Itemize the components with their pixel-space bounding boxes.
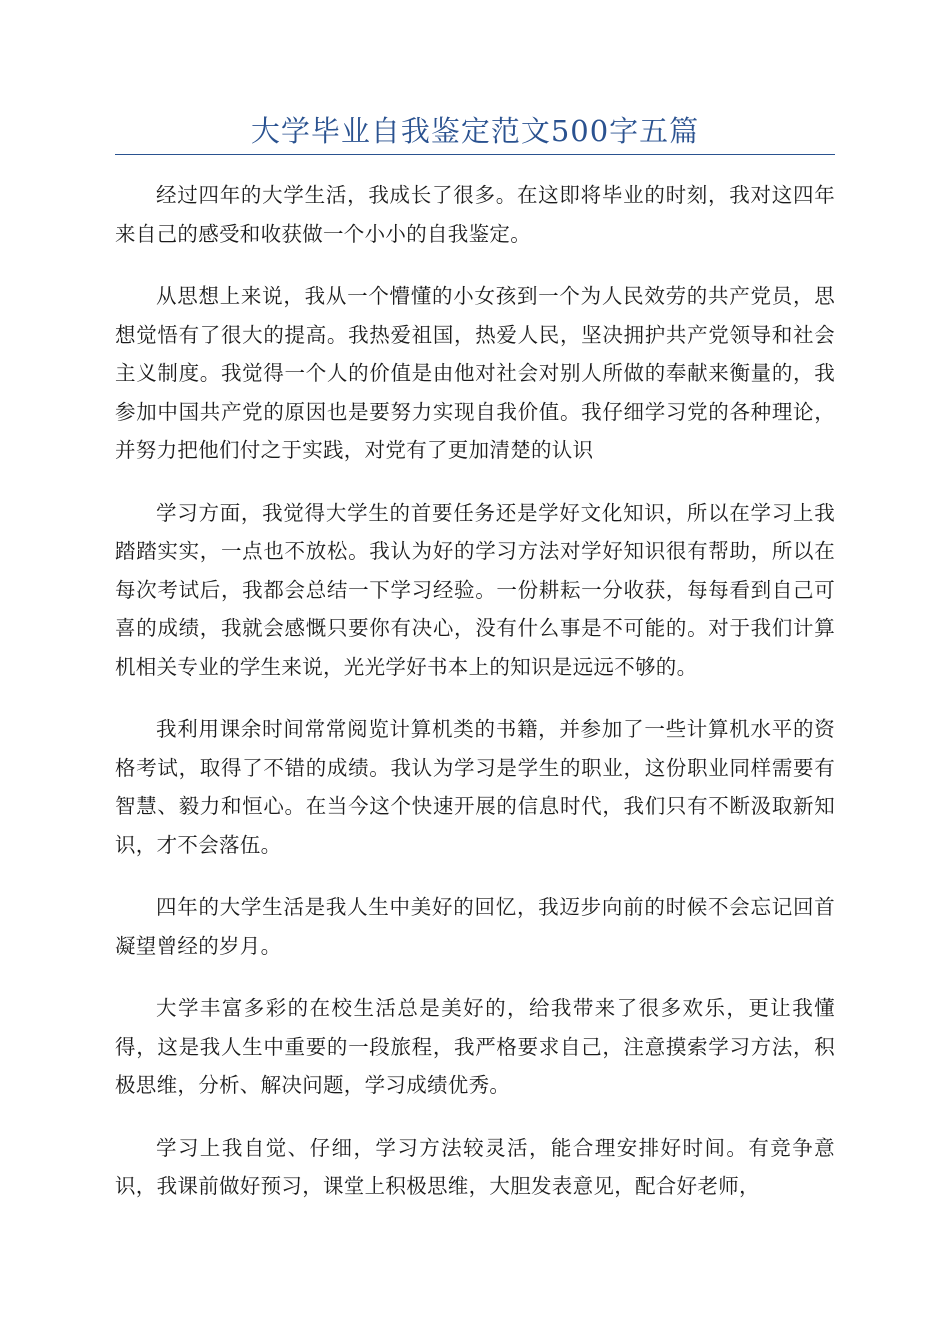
- paragraph-5: 四年的大学生活是我人生中美好的回忆，我迈步向前的时候不会忘记回首凝望曾经的岁月。: [115, 895, 835, 958]
- paragraph-4: 我利用课余时间常常阅览计算机类的书籍，并参加了一些计算机水平的资格考试，取得了不错的成绩。我认为学习是学生的职业，这份职业同样需要有智慧、毅力和恒心。在当今这个快速开展的信息时代，我们只有不断汲取新知识，才不会落伍。: [115, 717, 835, 857]
- paragraph-6: 大学丰富多彩的在校生活总是美好的，给我带来了很多欢乐，更让我懂得，这是我人生中重要的一段旅程，我严格要求自己，注意摸索学习方法，积极思维，分析、解决问题，学习成绩优秀。: [115, 996, 835, 1097]
- paragraph-2: 从思想上来说，我从一个懵懂的小女孩到一个为人民效劳的共产党员，思想觉悟有了很大的提高。我热爱祖国，热爱人民，坚决拥护共产党领导和社会主义制度。我觉得一个人的价值是由他对社会对别人所做的奉献来衡量的，我参加中国共产党的原因也是要努力实现自我价值。我仔细学习党的各种理论，并努力把他们付之于实践，对党有了更加清楚的认识: [115, 284, 835, 462]
- paragraph-3: 学习方面，我觉得大学生的首要任务还是学好文化知识，所以在学习上我踏踏实实，一点也不放松。我认为好的学习方法对学好知识很有帮助，所以在每次考试后，我都会总结一下学习经验。一份耕耘一分收获，每每看到自己可喜的成绩，我就会感慨只要你有决心，没有什么事是不可能的。对于我们计算机相关专业的学生来说，光光学好书本上的知识是远远不够的。: [115, 500, 835, 679]
- document-body: [115, 176, 835, 1230]
- document-title: 大学毕业自我鉴定范文500字五篇: [250, 114, 700, 148]
- paragraph-7: 学习上我自觉、仔细，学习方法较灵活，能合理安排好时间。有竞争意识，我课前做好预习，课堂上积极思维，大胆发表意见，配合好老师，: [115, 1135, 835, 1198]
- title-underline: [115, 154, 835, 155]
- paragraph-1: 经过四年的大学生活，我成长了很多。在这即将毕业的时刻，我对这四年来自己的感受和收获做一个小小的自我鉴定。: [115, 183, 835, 246]
